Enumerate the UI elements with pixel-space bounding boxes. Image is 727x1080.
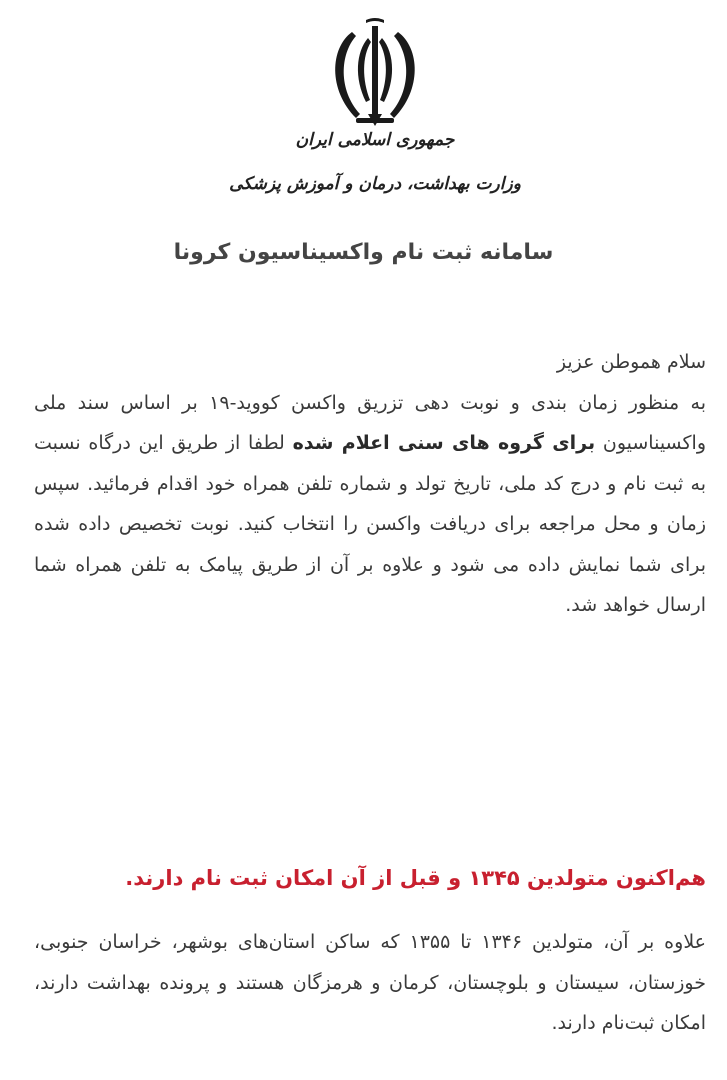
intro-paragraph [34, 342, 706, 626]
page-header [0, 0, 727, 290]
iran-emblem-icon [322, 14, 428, 134]
intro-text-part2: لطفا از طریق این درگاه نسبت به ثبت نام و درج کد ملی، تاریخ تولد و شماره تلفن همراه خود اقدام فرمائید. سپس زمان و محل مراجعه برای دریافت واکسن را انتخاب کنید. نوبت تخصیص داده شده برای شما نمایش داده می شود و علاوه بر آن از طریق پیامک به تلفن همراه شما ارسال خواهد شد. [34, 432, 706, 616]
eligibility-notice: هم‌اکنون متولدین ۱۳۴۵ و قبل از آن امکان ثبت نام دارند. [125, 866, 706, 890]
additional-eligibility-paragraph: علاوه بر آن، متولدین ۱۳۴۶ تا ۱۳۵۵ که ساکن استان‌های بوشهر، خراسان جنوبی، خوزستان، سیستان و بلوچستان، کرمان و هرمزگان هستند و پرونده بهداشت دارند، امکان ثبت‌نام دارند. [34, 931, 706, 1034]
greeting-text: سلام هموطن عزیز [556, 351, 706, 373]
ministry-name: وزارت بهداشت، درمان و آموزش پزشکی [229, 174, 521, 194]
intro-bold-text: برای گروه های سنی اعلام شده [292, 432, 596, 454]
intro-text-part1: به منظور زمان بندی و نوبت دهی تزریق واکسن کووید-۱۹ بر اساس سند ملی واکسیناسیون [34, 391, 707, 454]
ministry-country-name: جمهوری اسلامی ایران [295, 130, 455, 150]
page-title: سامانه ثبت نام واکسیناسیون کرونا [173, 240, 554, 265]
